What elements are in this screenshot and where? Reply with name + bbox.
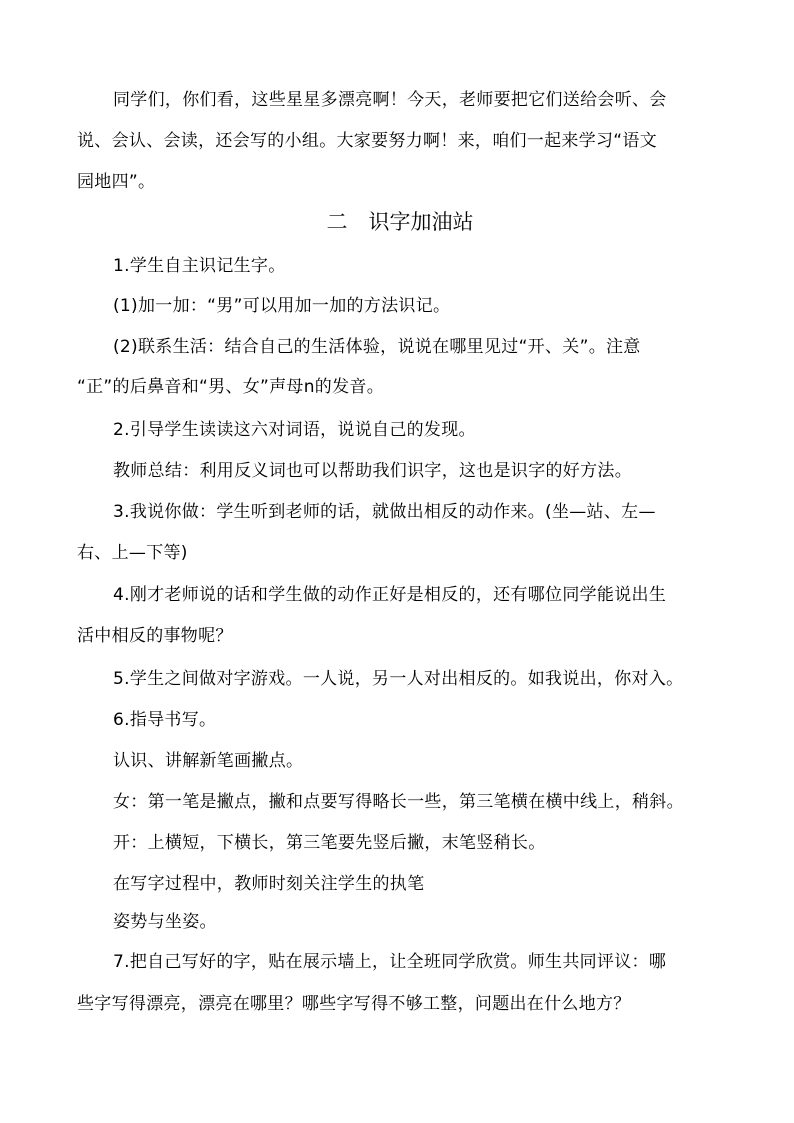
item-3: 3.我说你做：学生听到老师的话，就做出相反的动作来。(坐—站、左— xyxy=(113,502,656,522)
intro-line-2: 说、会认、会读，还会写的小组。大家要努力啊！来，咱们一起来学习“语文 xyxy=(77,131,658,151)
item-3-cont: 右、上—下等) xyxy=(77,543,188,563)
item-4: 4.刚才老师说的话和学生做的动作正好是相反的，还有哪位同学能说出生 xyxy=(113,585,667,605)
item-7: 7.把自己写好的字，贴在展示墙上，让全班同学欣赏。师生共同评议：哪 xyxy=(113,952,667,972)
item-1-sub-2-cont: “正”的后鼻音和“男、女”声母n的发音。 xyxy=(77,377,385,397)
posture-line: 姿势与坐姿。 xyxy=(113,912,217,932)
teacher-summary: 教师总结：利用反义词也可以帮助我们识字，这也是识字的好方法。 xyxy=(113,461,632,481)
item-5: 5.学生之间做对字游戏。一人说，另一人对出相反的。如我说出，你对入。 xyxy=(113,669,684,689)
intro-line-3: 园地四”。 xyxy=(77,172,156,192)
item-1-sub-2: (2)联系生活：结合自己的生活体验，说说在哪里见过“开、关”。注意 xyxy=(113,337,641,357)
item-1-sub-1: (1)加一加：“男”可以用加一加的方法识记。 xyxy=(113,296,451,316)
item-6: 6.指导书写。 xyxy=(113,710,217,730)
item-2: 2.引导学生读读这六对词语，说说自己的发现。 xyxy=(113,420,476,440)
new-stroke-line: 认识、讲解新笔画撇点。 xyxy=(113,751,304,771)
item-4-cont: 活中相反的事物呢？ xyxy=(77,626,233,646)
item-1: 1.学生自主识记生字。 xyxy=(113,256,286,276)
char-kai-guide: 开：上横短，下横长，第三笔要先竖后撇，末笔竖稍长。 xyxy=(113,833,546,853)
intro-line-1: 同学们，你们看，这些星星多漂亮啊！今天，老师要把它们送给会听、会 xyxy=(113,90,667,110)
writing-process-line: 在写字过程中，教师时刻关注学生的执笔 xyxy=(113,874,425,894)
item-7-cont: 些字写得漂亮，漂亮在哪里？哪些字写得不够工整，问题出在什么地方？ xyxy=(77,994,631,1014)
char-nv-guide: 女：第一笔是撇点，撇和点要写得略长一些，第三笔横在横中线上，稍斜。 xyxy=(113,792,684,812)
section-heading: 二 识字加油站 xyxy=(326,210,474,234)
